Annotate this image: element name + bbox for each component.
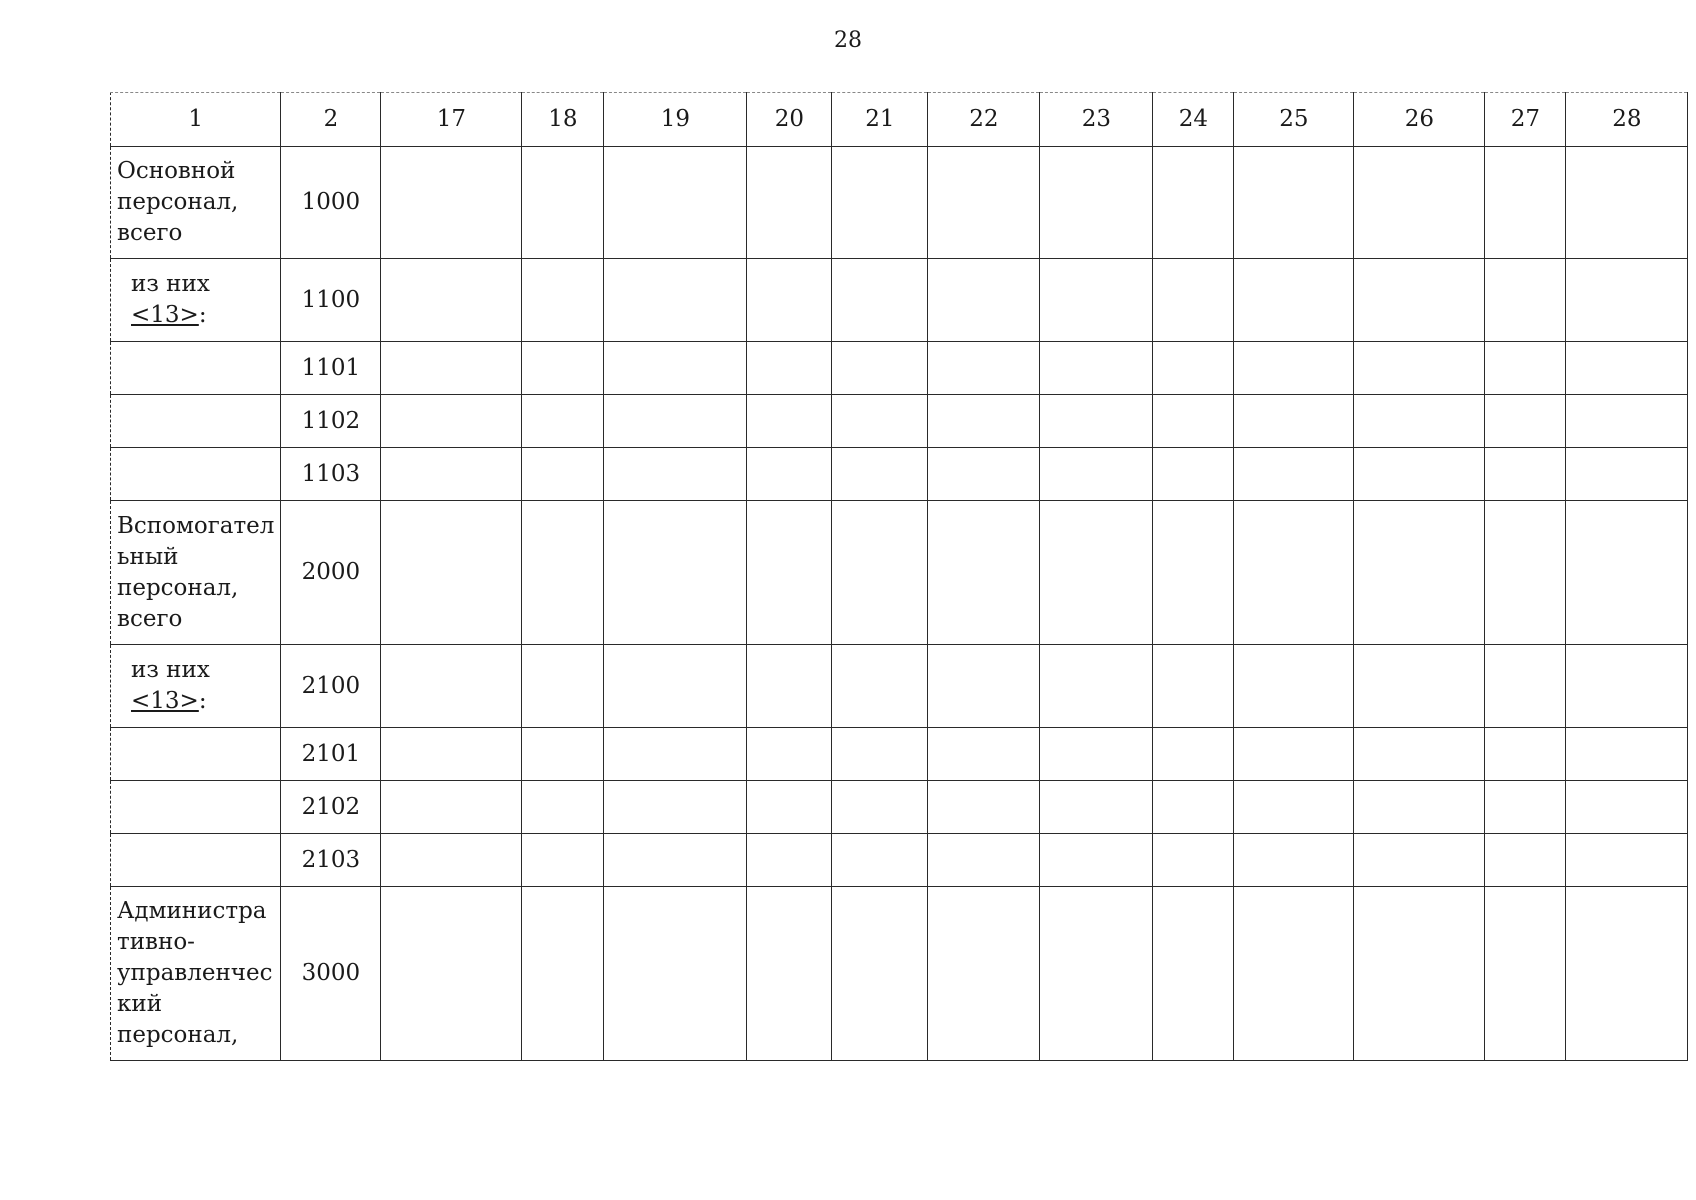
- data-cell[interactable]: [747, 887, 832, 1061]
- row-label-line: ьный: [117, 543, 179, 570]
- data-cell[interactable]: [1040, 448, 1153, 501]
- data-cell[interactable]: [1485, 887, 1566, 1061]
- data-cell[interactable]: [1485, 147, 1566, 259]
- data-cell[interactable]: [1234, 259, 1354, 342]
- header-cell: 26: [1354, 93, 1485, 147]
- data-cell[interactable]: [604, 395, 747, 448]
- row-label: [111, 728, 281, 781]
- row-code: 2101: [281, 728, 381, 781]
- data-cell[interactable]: [832, 645, 928, 728]
- data-cell[interactable]: [1153, 259, 1234, 342]
- data-cell[interactable]: [1040, 645, 1153, 728]
- data-cell[interactable]: [522, 448, 604, 501]
- data-cell[interactable]: [928, 448, 1040, 501]
- data-cell[interactable]: [1234, 781, 1354, 834]
- data-cell[interactable]: [747, 342, 832, 395]
- data-cell[interactable]: [1234, 887, 1354, 1061]
- data-cell[interactable]: [1153, 501, 1234, 645]
- data-cell[interactable]: [928, 395, 1040, 448]
- table-row: [111, 781, 1688, 834]
- table-row: [111, 448, 1688, 501]
- data-cell[interactable]: [381, 342, 522, 395]
- header-row: [111, 93, 1688, 147]
- data-cell[interactable]: [747, 501, 832, 645]
- data-cell[interactable]: [928, 781, 1040, 834]
- row-code: 2102: [281, 781, 381, 834]
- header-cell: 19: [604, 93, 747, 147]
- data-cell[interactable]: [832, 501, 928, 645]
- data-cell[interactable]: [832, 147, 928, 259]
- row-code: 2103: [281, 834, 381, 887]
- row-label-line: кий: [117, 991, 163, 1017]
- data-cell[interactable]: [1566, 448, 1688, 501]
- data-cell[interactable]: [1153, 342, 1234, 395]
- data-cell[interactable]: [1354, 781, 1485, 834]
- footnote-ref-link[interactable]: <13>: [131, 688, 199, 714]
- row-label: [111, 645, 281, 728]
- data-cell[interactable]: [928, 147, 1040, 259]
- row-label: [111, 342, 281, 395]
- row-code: 2100: [281, 645, 381, 728]
- row-code: 1103: [281, 448, 381, 501]
- data-cell[interactable]: [1354, 887, 1485, 1061]
- data-cell[interactable]: [1354, 834, 1485, 887]
- data-cell[interactable]: [522, 834, 604, 887]
- data-cell[interactable]: [1354, 448, 1485, 501]
- data-cell[interactable]: [928, 834, 1040, 887]
- data-cell[interactable]: [604, 728, 747, 781]
- data-cell[interactable]: [381, 448, 522, 501]
- data-cell[interactable]: [928, 728, 1040, 781]
- data-cell[interactable]: [928, 645, 1040, 728]
- row-label-line: персонал,: [117, 574, 239, 601]
- row-code: 2000: [281, 501, 381, 645]
- row-label: [111, 781, 281, 834]
- table-row: [111, 395, 1688, 448]
- data-cell[interactable]: [1153, 147, 1234, 259]
- data-cell[interactable]: [1153, 448, 1234, 501]
- table-row: [111, 834, 1688, 887]
- data-cell[interactable]: [1153, 395, 1234, 448]
- data-cell[interactable]: [832, 781, 928, 834]
- data-cell[interactable]: [1234, 448, 1354, 501]
- header-cell: 1: [111, 93, 281, 147]
- data-cell[interactable]: [1040, 342, 1153, 395]
- data-cell[interactable]: [1566, 395, 1688, 448]
- data-cell[interactable]: [747, 728, 832, 781]
- data-cell[interactable]: [522, 342, 604, 395]
- data-cell[interactable]: [1566, 342, 1688, 395]
- data-cell[interactable]: [381, 147, 522, 259]
- row-label-line: из них: [131, 657, 210, 683]
- data-cell[interactable]: [522, 728, 604, 781]
- data-cell[interactable]: [747, 781, 832, 834]
- data-cell[interactable]: [1040, 887, 1153, 1061]
- data-cell[interactable]: [1566, 834, 1688, 887]
- data-cell[interactable]: [604, 448, 747, 501]
- data-cell[interactable]: [1485, 395, 1566, 448]
- data-cell[interactable]: [1040, 781, 1153, 834]
- data-cell[interactable]: [1354, 501, 1485, 645]
- row-code: 1102: [281, 395, 381, 448]
- data-cell[interactable]: [1566, 645, 1688, 728]
- data-cell[interactable]: [1354, 395, 1485, 448]
- data-cell[interactable]: [1354, 259, 1485, 342]
- header-cell: 24: [1153, 93, 1234, 147]
- data-cell[interactable]: [1040, 834, 1153, 887]
- row-label-line: из них: [131, 271, 210, 297]
- data-cell[interactable]: [1234, 342, 1354, 395]
- table-row: [111, 147, 1688, 259]
- data-cell[interactable]: [832, 395, 928, 448]
- data-cell[interactable]: [522, 501, 604, 645]
- data-cell[interactable]: [1566, 887, 1688, 1061]
- data-cell[interactable]: [1354, 147, 1485, 259]
- data-cell[interactable]: [1566, 781, 1688, 834]
- data-cell[interactable]: [928, 887, 1040, 1061]
- data-cell[interactable]: [1040, 728, 1153, 781]
- data-cell[interactable]: [747, 259, 832, 342]
- row-label-line: всего: [117, 605, 183, 632]
- table-row: [111, 259, 1688, 342]
- data-cell[interactable]: [522, 645, 604, 728]
- data-cell[interactable]: [832, 728, 928, 781]
- data-cell[interactable]: [522, 259, 604, 342]
- data-cell[interactable]: [1354, 342, 1485, 395]
- data-cell[interactable]: [522, 781, 604, 834]
- header-cell: 2: [281, 93, 381, 147]
- row-label: [111, 501, 281, 645]
- row-label-line: персонал,: [117, 189, 239, 215]
- row-label-line: всего: [117, 220, 183, 246]
- row-code: 1101: [281, 342, 381, 395]
- data-cell[interactable]: [381, 259, 522, 342]
- data-cell[interactable]: [381, 781, 522, 834]
- data-cell[interactable]: [928, 259, 1040, 342]
- data-cell[interactable]: [604, 781, 747, 834]
- data-cell[interactable]: [747, 395, 832, 448]
- data-cell[interactable]: [1485, 448, 1566, 501]
- data-cell[interactable]: [1234, 728, 1354, 781]
- data-cell[interactable]: [1040, 259, 1153, 342]
- row-label: [111, 395, 281, 448]
- row-label-line: Вспомогател: [117, 512, 275, 539]
- data-cell[interactable]: [747, 147, 832, 259]
- data-cell[interactable]: [381, 395, 522, 448]
- data-cell[interactable]: [522, 887, 604, 1061]
- header-cell: 23: [1040, 93, 1153, 147]
- data-cell[interactable]: [1354, 645, 1485, 728]
- data-cell[interactable]: [1040, 395, 1153, 448]
- data-cell[interactable]: [604, 259, 747, 342]
- data-cell[interactable]: [604, 147, 747, 259]
- data-cell[interactable]: [381, 834, 522, 887]
- data-cell[interactable]: [747, 834, 832, 887]
- data-cell[interactable]: [832, 448, 928, 501]
- data-cell[interactable]: [1153, 781, 1234, 834]
- data-cell[interactable]: [928, 342, 1040, 395]
- data-cell[interactable]: [1153, 834, 1234, 887]
- data-cell[interactable]: [1153, 728, 1234, 781]
- data-cell[interactable]: [604, 887, 747, 1061]
- data-cell[interactable]: [522, 147, 604, 259]
- row-label-line: персонал,: [117, 1022, 239, 1048]
- data-cell[interactable]: [381, 645, 522, 728]
- row-label-line: Основной: [117, 158, 236, 184]
- row-code: 1000: [281, 147, 381, 259]
- header-cell: 25: [1234, 93, 1354, 147]
- row-label: [111, 887, 281, 1061]
- data-cell[interactable]: [1153, 645, 1234, 728]
- data-cell[interactable]: [381, 728, 522, 781]
- header-cell: 17: [381, 93, 522, 147]
- table-row: [111, 501, 1688, 645]
- data-cell[interactable]: [832, 887, 928, 1061]
- data-cell[interactable]: [604, 342, 747, 395]
- data-cell[interactable]: [1153, 887, 1234, 1061]
- data-cell[interactable]: [747, 448, 832, 501]
- page-number: 28: [834, 28, 862, 53]
- data-cell[interactable]: [1234, 147, 1354, 259]
- data-cell[interactable]: [1485, 342, 1566, 395]
- data-cell[interactable]: [604, 645, 747, 728]
- footnote-suffix: :: [198, 302, 207, 328]
- data-cell[interactable]: [381, 887, 522, 1061]
- row-label-footnote: [131, 300, 274, 331]
- header-cell: 22: [928, 93, 1040, 147]
- data-cell[interactable]: [1566, 147, 1688, 259]
- data-cell[interactable]: [1485, 645, 1566, 728]
- row-label-line: Администра: [117, 898, 267, 924]
- staff-table: [110, 92, 1688, 1061]
- data-cell[interactable]: [1485, 501, 1566, 645]
- data-cell[interactable]: [522, 395, 604, 448]
- header-cell: 27: [1485, 93, 1566, 147]
- table-row: [111, 728, 1688, 781]
- row-label: [111, 259, 281, 342]
- footnote-ref-link[interactable]: <13>: [131, 302, 199, 328]
- data-cell[interactable]: [1234, 395, 1354, 448]
- data-cell[interactable]: [1566, 728, 1688, 781]
- data-cell[interactable]: [1485, 834, 1566, 887]
- row-code: 1100: [281, 259, 381, 342]
- header-cell: 21: [832, 93, 928, 147]
- row-code: 3000: [281, 887, 381, 1061]
- data-cell[interactable]: [1234, 501, 1354, 645]
- row-label-line: тивно-: [117, 929, 195, 955]
- table-row: [111, 645, 1688, 728]
- data-cell[interactable]: [832, 342, 928, 395]
- data-cell[interactable]: [832, 259, 928, 342]
- data-cell[interactable]: [747, 645, 832, 728]
- header-cell: 18: [522, 93, 604, 147]
- data-cell[interactable]: [1234, 645, 1354, 728]
- header-cell: 28: [1566, 93, 1688, 147]
- data-cell[interactable]: [1040, 147, 1153, 259]
- data-cell[interactable]: [1485, 259, 1566, 342]
- row-label-footnote: [131, 686, 274, 717]
- row-label: [111, 834, 281, 887]
- data-cell[interactable]: [928, 501, 1040, 645]
- table-row: [111, 887, 1688, 1061]
- data-cell[interactable]: [1485, 728, 1566, 781]
- data-cell[interactable]: [832, 834, 928, 887]
- data-cell[interactable]: [1566, 259, 1688, 342]
- table-row: [111, 342, 1688, 395]
- data-cell[interactable]: [604, 834, 747, 887]
- data-cell[interactable]: [1566, 501, 1688, 645]
- data-cell[interactable]: [381, 501, 522, 645]
- data-cell[interactable]: [1040, 501, 1153, 645]
- data-cell[interactable]: [1485, 781, 1566, 834]
- row-label: [111, 147, 281, 259]
- footnote-suffix: :: [198, 688, 207, 714]
- row-label: [111, 448, 281, 501]
- data-cell[interactable]: [604, 501, 747, 645]
- header-cell: 20: [747, 93, 832, 147]
- data-cell[interactable]: [1234, 834, 1354, 887]
- data-cell[interactable]: [1354, 728, 1485, 781]
- row-label-line: управленчес: [117, 960, 273, 986]
